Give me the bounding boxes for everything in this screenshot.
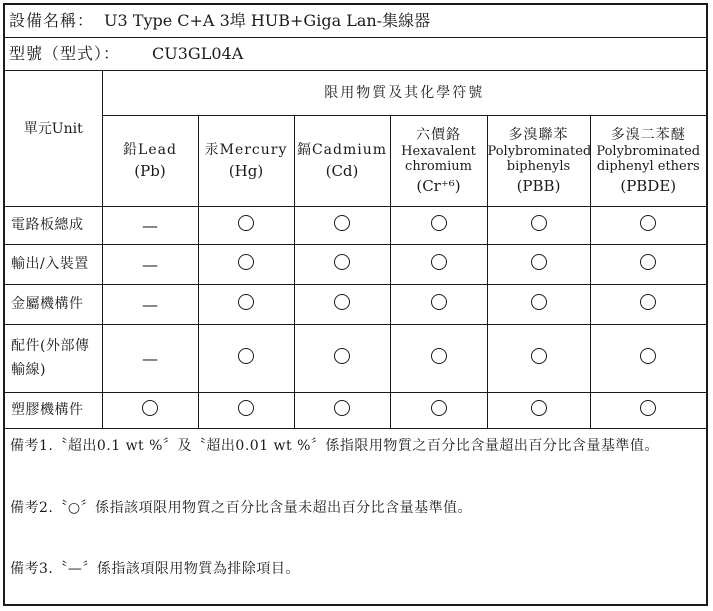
model-label: 型號（型式）： bbox=[9, 44, 121, 63]
substance-english-line1: Polybrominated bbox=[596, 143, 701, 159]
mark-cell bbox=[390, 393, 487, 429]
compliant-circle-icon bbox=[334, 400, 350, 416]
compliant-circle-icon bbox=[531, 400, 547, 416]
compliant-circle-icon bbox=[431, 294, 447, 310]
restricted-substances-table bbox=[5, 71, 706, 429]
compliant-circle-icon bbox=[334, 215, 350, 231]
substance-symbol: (Pb) bbox=[134, 162, 166, 181]
compliant-circle-icon bbox=[531, 254, 547, 270]
substance-name: 鉛Lead bbox=[123, 141, 177, 158]
mark-cell bbox=[390, 245, 487, 285]
compliant-circle-icon bbox=[334, 348, 350, 364]
compliant-circle-icon bbox=[238, 215, 254, 231]
table-row bbox=[5, 393, 706, 429]
substance-symbol: (PBDE) bbox=[620, 176, 677, 195]
unit-column-header: 單元Unit bbox=[5, 71, 102, 207]
mark-cell bbox=[590, 207, 706, 245]
exempt-dash-mark: — bbox=[142, 254, 158, 274]
table-row bbox=[5, 245, 706, 285]
mark-cell bbox=[294, 325, 390, 393]
mark-cell bbox=[390, 325, 487, 393]
substance-symbol: (PBB) bbox=[516, 176, 561, 195]
compliant-circle-icon bbox=[531, 348, 547, 364]
mark-cell bbox=[294, 393, 390, 429]
exempt-dash-mark: — bbox=[142, 215, 158, 235]
compliant-circle-icon bbox=[238, 400, 254, 416]
substance-symbol: (Hg) bbox=[228, 162, 264, 181]
mark-cell bbox=[102, 245, 198, 285]
unit-label: 塑膠機構件 bbox=[5, 393, 102, 429]
substance-name: 多溴聯苯 bbox=[508, 127, 569, 143]
substance-name: 多溴二苯醚 bbox=[610, 127, 686, 143]
mark-cell bbox=[102, 285, 198, 325]
device-name-row bbox=[5, 5, 706, 38]
substance-header-cadmium bbox=[294, 116, 390, 207]
mark-cell bbox=[294, 245, 390, 285]
mark-cell bbox=[102, 393, 198, 429]
mark-cell bbox=[102, 325, 198, 393]
compliant-circle-icon bbox=[238, 254, 254, 270]
substance-name: 汞Mercury bbox=[204, 141, 288, 158]
compliant-circle-icon bbox=[640, 400, 656, 416]
substance-english-line2: diphenyl ethers bbox=[596, 159, 700, 175]
mark-cell bbox=[198, 393, 294, 429]
mark-cell bbox=[590, 393, 706, 429]
compliant-circle-icon bbox=[431, 215, 447, 231]
unit-label: 金屬機構件 bbox=[5, 285, 102, 325]
mark-cell bbox=[294, 207, 390, 245]
note-1: 備考1.〝超出0.1 wt %〞及〝超出0.01 wt %〞係指限用物質之百分比含量超出百分比含量基準值。 bbox=[10, 438, 659, 454]
compliant-circle-icon bbox=[142, 400, 158, 416]
mark-cell bbox=[487, 207, 590, 245]
unit-label-line1: 配件(外部傳 bbox=[11, 337, 90, 354]
table-row bbox=[5, 285, 706, 325]
mark-cell bbox=[487, 285, 590, 325]
note-3: 備考3.〝—〞係指該項限用物質為排除項目。 bbox=[10, 561, 300, 577]
mark-cell bbox=[487, 325, 590, 393]
compliant-circle-icon bbox=[640, 294, 656, 310]
compliant-circle-icon bbox=[531, 215, 547, 231]
mark-cell bbox=[198, 285, 294, 325]
substance-english-line1: Hexavalent bbox=[401, 143, 476, 159]
mark-cell bbox=[390, 285, 487, 325]
mark-cell bbox=[102, 207, 198, 245]
substance-english-line2: chromium bbox=[405, 159, 472, 175]
compliant-circle-icon bbox=[431, 254, 447, 270]
device-name-value: U3 Type C+A 3埠 HUB+Giga Lan-集線器 bbox=[104, 11, 431, 30]
mark-cell bbox=[590, 285, 706, 325]
compliant-circle-icon bbox=[640, 254, 656, 270]
substance-header-pbde bbox=[590, 116, 706, 207]
substance-header-lead bbox=[102, 116, 198, 207]
exempt-dash-mark: — bbox=[142, 348, 158, 368]
substance-name: 六價鉻 bbox=[416, 127, 461, 143]
substance-header-mercury bbox=[198, 116, 294, 207]
mark-cell bbox=[198, 207, 294, 245]
substance-english-line1: Polybrominated bbox=[487, 143, 592, 159]
compliant-circle-icon bbox=[431, 400, 447, 416]
substance-english-line2: biphenyls bbox=[506, 159, 571, 175]
mark-cell bbox=[198, 245, 294, 285]
model-value: CU3GL04A bbox=[152, 44, 244, 63]
substance-symbol: (Cd) bbox=[325, 162, 359, 181]
substance-header-pbb bbox=[487, 116, 590, 207]
unit-label bbox=[5, 325, 102, 393]
table-row bbox=[5, 207, 706, 245]
compliant-circle-icon bbox=[531, 294, 547, 310]
substance-symbol: (Cr⁺⁶) bbox=[416, 176, 461, 195]
compliant-circle-icon bbox=[334, 254, 350, 270]
mark-cell bbox=[294, 285, 390, 325]
device-name-label: 設備名稱： bbox=[9, 11, 95, 30]
rohs-declaration-sheet bbox=[3, 3, 708, 606]
compliant-circle-icon bbox=[238, 348, 254, 364]
compliant-circle-icon bbox=[334, 294, 350, 310]
mark-cell bbox=[390, 207, 487, 245]
compliant-circle-icon bbox=[640, 215, 656, 231]
table-row bbox=[5, 325, 706, 393]
substance-name: 鎘Cadmium bbox=[296, 141, 388, 158]
note-2: 備考2.〝○〞係指該項限用物質之百分比含量未超出百分比含量基準值。 bbox=[10, 500, 473, 516]
mark-cell bbox=[487, 393, 590, 429]
compliant-circle-icon bbox=[431, 348, 447, 364]
compliant-circle-icon bbox=[640, 348, 656, 364]
compliant-circle-icon bbox=[238, 294, 254, 310]
mark-cell bbox=[590, 325, 706, 393]
mark-cell bbox=[198, 325, 294, 393]
model-row bbox=[5, 38, 706, 71]
mark-cell bbox=[487, 245, 590, 285]
unit-label-line2: 輸線) bbox=[11, 361, 46, 378]
mark-cell bbox=[590, 245, 706, 285]
unit-label: 電路板總成 bbox=[5, 207, 102, 245]
substance-group-header: 限用物質及其化學符號 bbox=[102, 71, 706, 116]
exempt-dash-mark: — bbox=[142, 294, 158, 314]
unit-label: 輸出/入裝置 bbox=[5, 245, 102, 285]
substance-header-hexavalent-chromium bbox=[390, 116, 487, 207]
